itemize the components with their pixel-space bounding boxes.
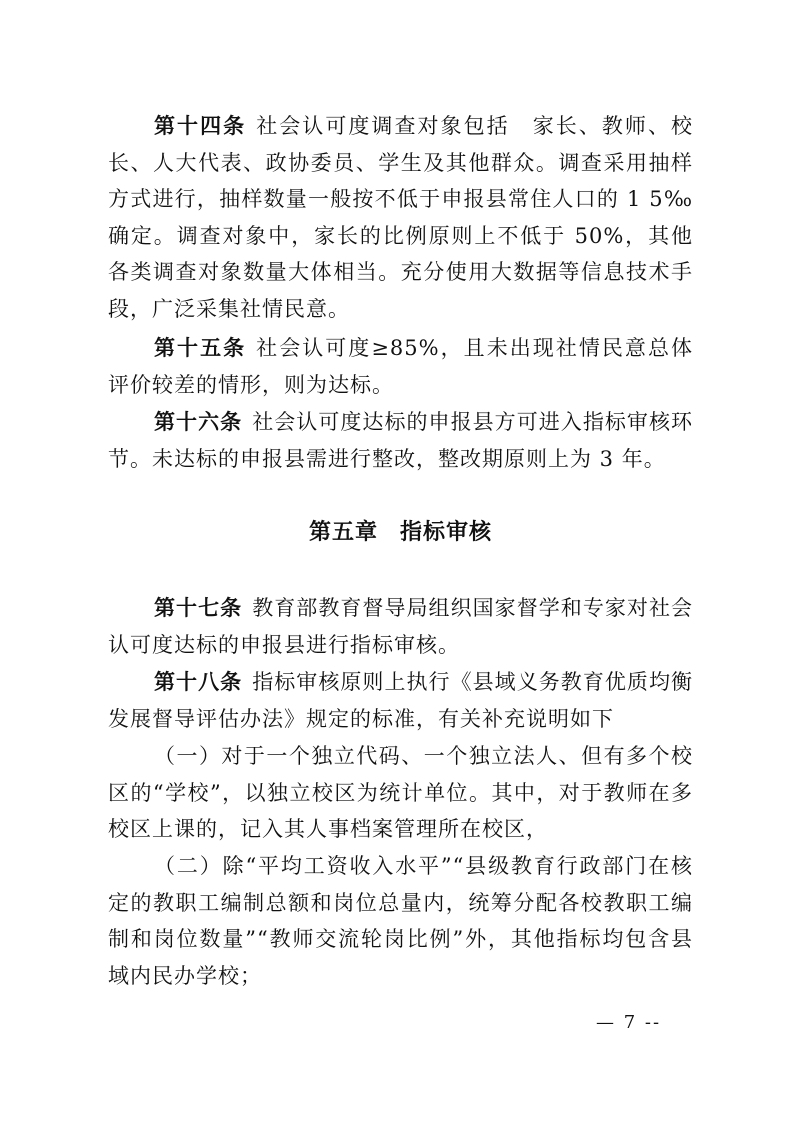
clause-text: （二）除“平均工资收入水平”“县级教育行政部门在核定的教职工编制总额和岗位总量内，统筹分配各校教职工编制和岗位数量”“教师交流轮岗比例”外，其他指标均包含县域内民办学校； (108, 854, 693, 988)
chapter-number: 第五章 (308, 520, 378, 545)
article-15 (108, 330, 693, 403)
article-number: 第十四条 (154, 113, 247, 138)
article-text: 指标审核原则上执行《县域义务教育优质均衡发展督导评估办法》规定的标准，有关补充说明如下 (108, 670, 694, 731)
article-number: 第十八条 (154, 669, 243, 694)
clause-2 (108, 848, 693, 994)
chapter-title: 指标审核 (400, 520, 493, 545)
clause-text: （一）对于一个独立代码、一个独立法人、但有多个校区的“学校”，以独立校区为统计单位。其中，对于教师在多校区上课的，记入其人事档案管理所在校区， (108, 744, 693, 841)
article-text: 社会认可度≥85%，且未出现社情民意总体评价较差的情形，则为达标。 (108, 336, 694, 397)
article-18 (108, 664, 693, 737)
article-16 (108, 404, 693, 477)
article-text: 教育部教育督导局组织国家督学和专家对社会认可度达标的申报县进行指标审核。 (108, 596, 694, 657)
article-number: 第十六条 (154, 409, 243, 434)
chapter-heading (0, 515, 801, 546)
article-text: 社会认可度调查对象包括 家长、教师、校长、人大代表、政协委员、学生及其他群众。调查采用抽样方式进行，抽样数量一般按不低于申报县常住人口的 1 5‰确定。调查对象中，家长的比例原则上不低于 50%，其他各类调查对象数量大体相当。充分使用大数据等信息技术手段，广泛采集社情民意。 (108, 114, 694, 321)
article-number: 第十七条 (154, 595, 243, 620)
article-14 (108, 108, 693, 327)
clause-1 (108, 738, 693, 848)
article-text: 社会认可度达标的申报县方可进入指标审核环节。未达标的申报县需进行整改，整改期原则上为 3 年。 (108, 410, 694, 471)
article-17 (108, 590, 693, 663)
article-number: 第十五条 (154, 335, 247, 360)
page-number: — 7 -- (596, 1012, 662, 1033)
